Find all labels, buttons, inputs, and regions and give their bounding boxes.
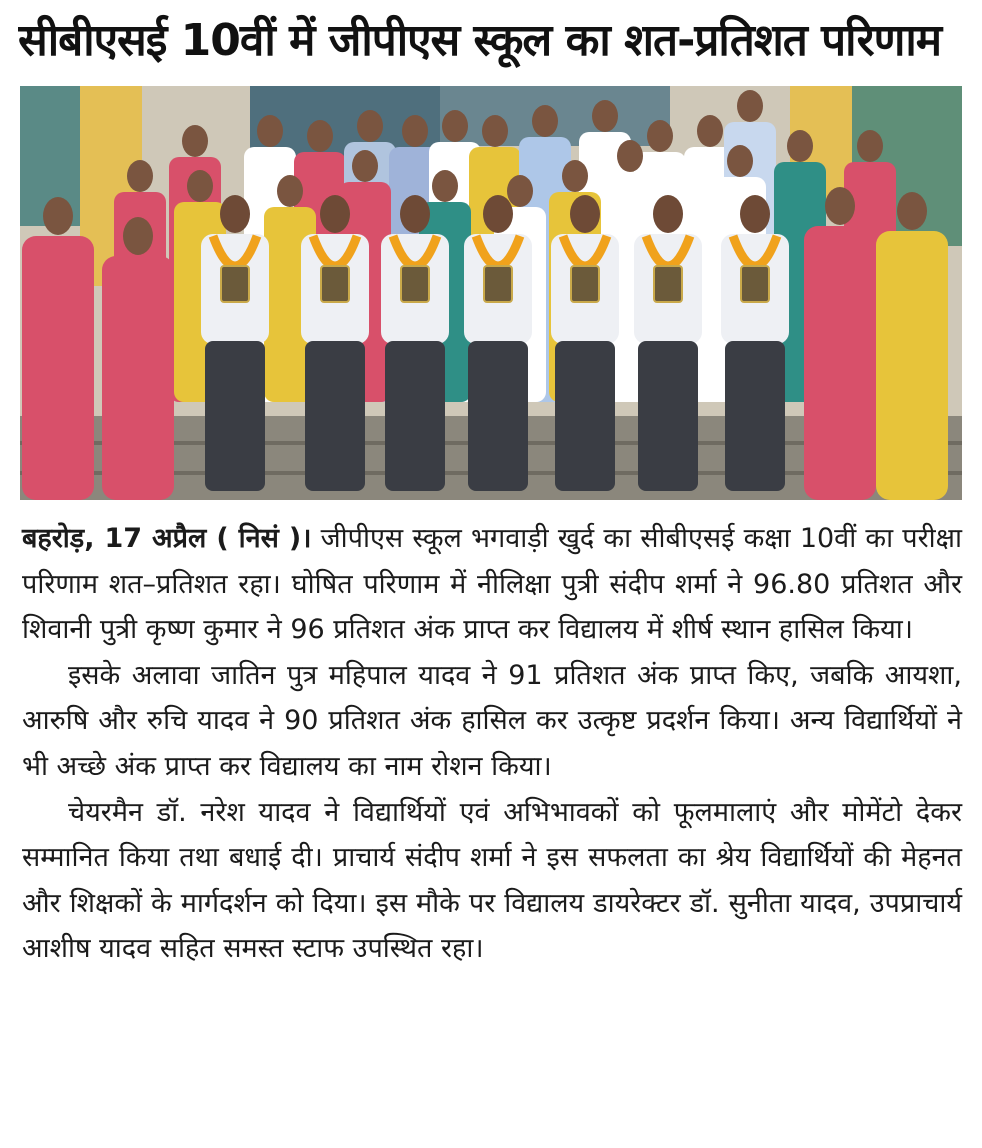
group-photo	[20, 86, 962, 500]
staff-face	[482, 115, 508, 147]
student-face	[570, 195, 600, 233]
teacher-face	[897, 192, 927, 230]
student-face	[400, 195, 430, 233]
staff-face	[737, 90, 763, 122]
student-face	[740, 195, 770, 233]
dateline: बहरोड़, 17 अप्रैल ( निसं )।	[22, 523, 312, 554]
teacher-saree	[804, 226, 876, 500]
staff-face	[357, 110, 383, 142]
paragraph-1-text: जीपीएस स्कूल भगवाड़ी खुर्द का सीबीएसई कक्षा 10वीं का परीक्षा परिणाम शत–प्रतिशत रहा। घोषित परिणाम में नीलिक्षा पुत्री संदीप शर्मा ने 96.80 प्रतिशत और शिवानी पुत्री कृष्ण कुमार ने 96 प्रतिशत अंक प्राप्त कर विद्यालय में शीर्ष स्थान हासिल किया।	[22, 523, 962, 646]
staff-face	[182, 125, 208, 157]
student-face	[320, 195, 350, 233]
staff-face	[257, 115, 283, 147]
teacher-face	[825, 187, 855, 225]
staff-face	[647, 120, 673, 152]
headline: सीबीएसई 10वीं में जीपीएस स्कूल का शत-प्रतिशत परिणाम	[18, 15, 942, 66]
staff-face	[432, 170, 458, 202]
student-face	[653, 195, 683, 233]
teacher-saree	[102, 256, 174, 500]
teacher-face	[123, 217, 153, 255]
trophy-memento	[484, 266, 512, 302]
student-trousers	[305, 341, 365, 491]
teacher-saree	[22, 236, 94, 500]
staff-face	[787, 130, 813, 162]
staff-face	[562, 160, 588, 192]
teacher-face	[43, 197, 73, 235]
staff-face	[857, 130, 883, 162]
staff-face	[617, 140, 643, 172]
paragraph-3: चेयरमैन डॉ. नरेश यादव ने विद्यार्थियों एवं अभिभावकों को फूलमालाएं और मोमेंटो देकर सम्मानित किया तथा बधाई दी। प्राचार्य संदीप शर्मा ने इस सफलता का श्रेय विद्यार्थियों की मेहनत और शिक्षकों के मार्गदर्शन को दिया। इस मौके पर विद्यालय डायरेक्टर डॉ. सुनीता यादव, उपप्राचार्य आशीष यादव सहित समस्त स्टाफ उपस्थित रहा।	[22, 796, 962, 965]
paragraph-2: इसके अलावा जातिन पुत्र महिपाल यादव ने 91 प्रतिशत अंक प्राप्त किए, जबकि आयशा, आरुषि और रुचि यादव ने 90 प्रतिशत अंक हासिल कर उत्कृष्ट प्रदर्शन किया। अन्य विद्यार्थियों ने भी अच्छे अंक प्राप्त कर विद्यालय का नाम रोशन किया।	[22, 659, 962, 782]
trophy-memento	[321, 266, 349, 302]
student-trousers	[638, 341, 698, 491]
article-body	[22, 516, 962, 972]
trophy-memento	[741, 266, 769, 302]
staff-face	[507, 175, 533, 207]
student-trousers	[205, 341, 265, 491]
trophy-memento	[571, 266, 599, 302]
staff-face	[402, 115, 428, 147]
staff-face	[277, 175, 303, 207]
student-trousers	[468, 341, 528, 491]
staff-face	[532, 105, 558, 137]
student-trousers	[725, 341, 785, 491]
trophy-memento	[221, 266, 249, 302]
student-face	[220, 195, 250, 233]
student-trousers	[385, 341, 445, 491]
staff-face	[697, 115, 723, 147]
staff-face	[127, 160, 153, 192]
group-photo-illustration	[20, 86, 962, 500]
staff-face	[307, 120, 333, 152]
trophy-memento	[401, 266, 429, 302]
teacher-saree	[876, 231, 948, 500]
staff-face	[442, 110, 468, 142]
staff-face	[727, 145, 753, 177]
staff-face	[592, 100, 618, 132]
student-trousers	[555, 341, 615, 491]
student-face	[483, 195, 513, 233]
paragraph-1	[22, 516, 962, 653]
staff-face	[187, 170, 213, 202]
trophy-memento	[654, 266, 682, 302]
staff-face	[352, 150, 378, 182]
